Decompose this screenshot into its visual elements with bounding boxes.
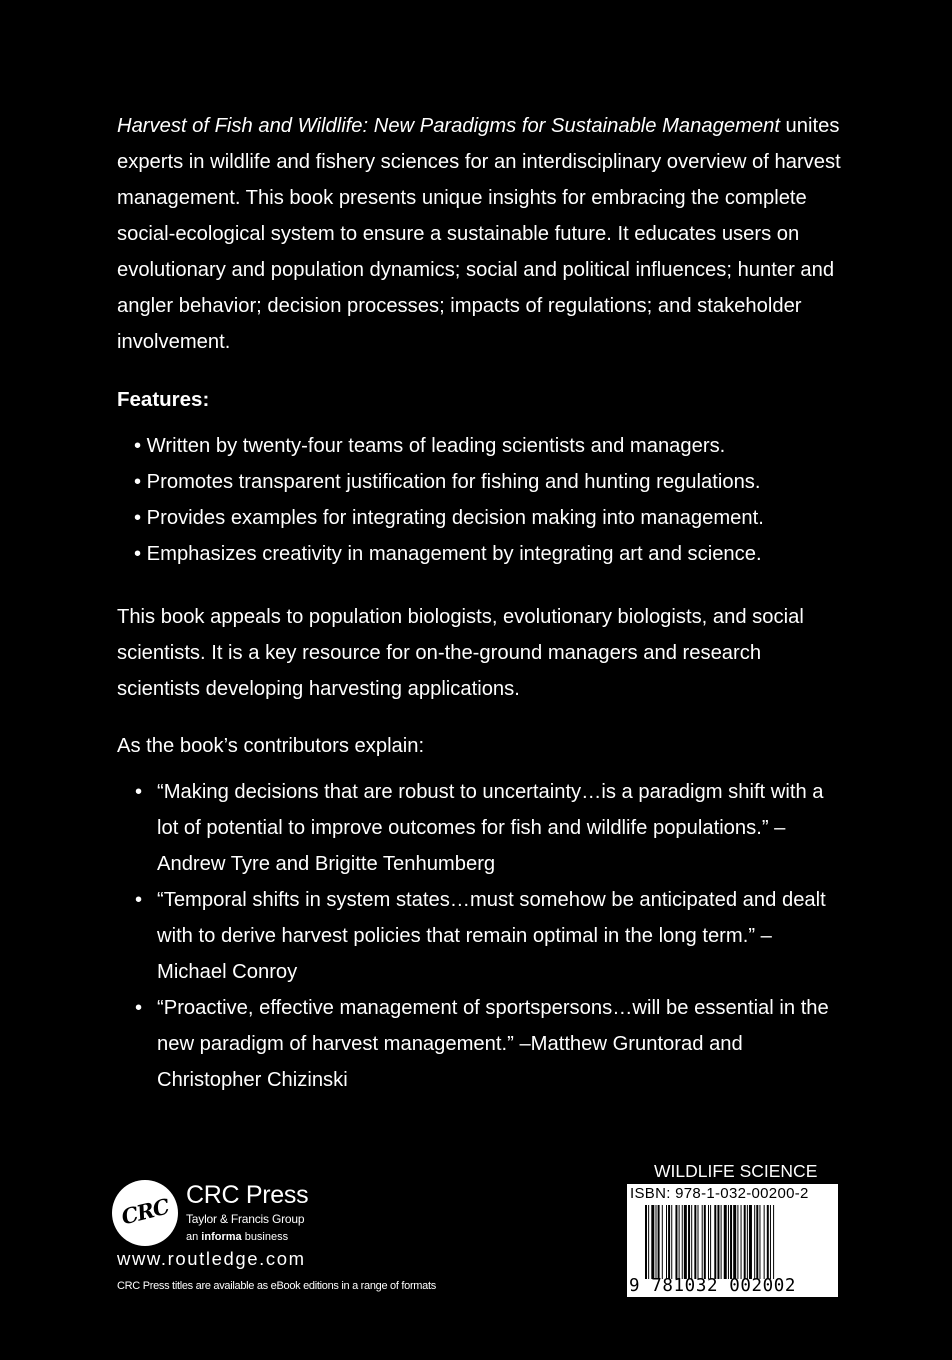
contributors-intro: As the book’s contributors explain: — [117, 735, 425, 757]
features-heading: Features: — [117, 388, 210, 411]
publisher-group: Taylor & Francis Group — [186, 1212, 305, 1226]
feature-item: • Written by twenty-four teams of leading scientists and managers. — [134, 435, 726, 457]
quotes-list — [117, 774, 837, 1098]
isbn-barcode — [627, 1184, 838, 1297]
quote-text: “Proactive, effective management of sportspersons…will be essential in the new paradigm of harvest management.” –Matthew Gruntorad and Christopher Chizinski — [157, 997, 829, 1091]
barcode-digits: 9 781032 002002 — [629, 1276, 797, 1296]
quote-item — [117, 990, 837, 1098]
publisher-url: www.routledge.com — [117, 1248, 306, 1269]
description-paragraph — [117, 108, 847, 360]
feature-item: • Provides examples for integrating decision making into management. — [134, 507, 764, 529]
description-text: unites experts in wildlife and fishery sciences for an interdisciplinary overview of harvest management. This book presents unique insights for embracing the complete social-ecological system to ensure a sustainable future. It educates users on evolutionary and population dynamics; social and political influences; hunter and angler behavior; decision processes; impacts of regulations; and stakeholder involvement. — [117, 115, 841, 353]
quote-item — [117, 882, 837, 990]
quote-text: “Temporal shifts in system states…must somehow be anticipated and dealt with to derive harvest policies that remain optimal in the long term.” –Michael Conroy — [157, 889, 826, 983]
crc-logo — [112, 1180, 178, 1246]
feature-item: • Promotes transparent justification for fishing and hunting regulations. — [134, 471, 761, 493]
bullet: • — [135, 997, 143, 1019]
isbn-number: ISBN: 978-1-032-00200-2 — [630, 1185, 809, 1202]
publisher-name: CRC Press — [186, 1181, 309, 1209]
features-list — [134, 428, 764, 572]
bullet: • — [135, 781, 143, 803]
feature-item: • Emphasizes creativity in management by integrating art and science. — [134, 543, 762, 565]
barcode-bars — [645, 1205, 835, 1279]
quote-item — [117, 774, 837, 882]
ebook-note: CRC Press titles are available as eBook editions in a range of formats — [117, 1280, 436, 1292]
bullet: • — [135, 889, 143, 911]
audience-paragraph: This book appeals to population biologists, evolutionary biologists, and social scientists. It is a key resource for on-the-ground managers and research scientists developing harvesting applications. — [117, 606, 804, 700]
crc-logo-text: CRC — [118, 1193, 172, 1230]
publisher-tagline: an informa business — [186, 1231, 289, 1243]
subject-category: WILDLIFE SCIENCE — [654, 1161, 818, 1181]
book-title: Harvest of Fish and Wildlife: New Paradigms for Sustainable Management — [117, 115, 780, 137]
informa-wordmark: informa — [201, 1231, 242, 1243]
quote-text: “Making decisions that are robust to uncertainty…is a paradigm shift with a lot of potential to improve outcomes for fish and wildlife populations.” –Andrew Tyre and Brigitte Tenhumberg — [157, 781, 824, 875]
